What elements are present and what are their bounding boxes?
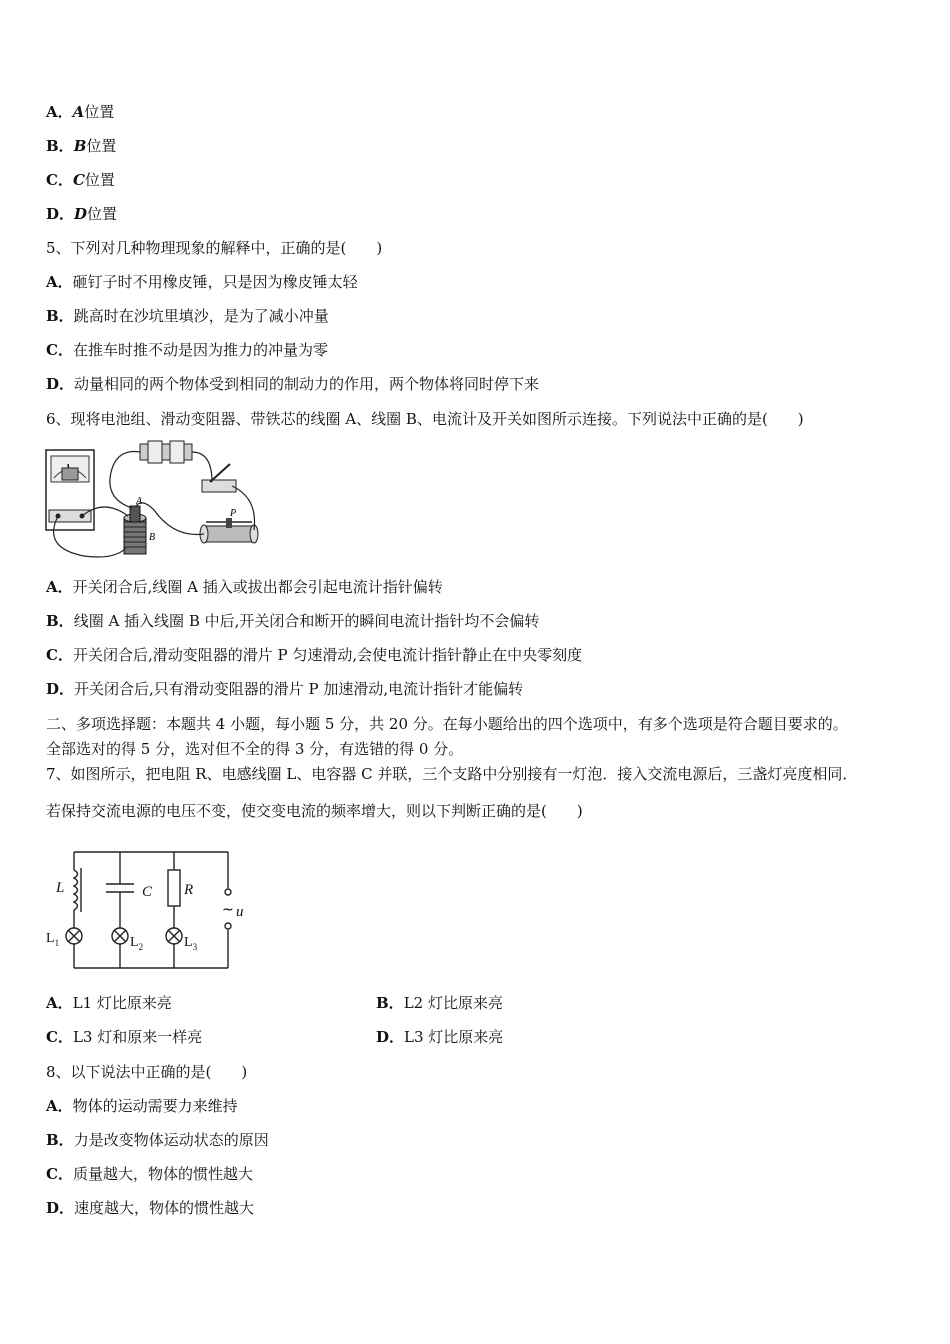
q4-option-b[interactable]: B．B位置 <box>46 137 117 155</box>
q7-option-b[interactable]: B．L2 灯比原来亮 <box>376 994 503 1012</box>
q7-label-l1-sub: 1 <box>54 938 60 948</box>
q5-option-b[interactable]: B．跳高时在沙坑里填沙，是为了减小冲量 <box>46 307 329 325</box>
q7-option-c[interactable]: C．L3 灯和原来一样亮 <box>46 1028 203 1046</box>
svg-text:L1 <box>46 931 59 948</box>
q7-label-l: L <box>56 880 65 896</box>
q6-label-b: B <box>149 532 156 543</box>
q7-stem-1: 7、如图所示，把电阻 R、电感线圈 L、电容器 C 并联，三个支路中分别接有一灯泡．接入交流电源后，三盏灯亮度相同． <box>46 765 858 783</box>
q4-option-c[interactable]: C．C位置 <box>46 171 115 189</box>
q6-label-a: A <box>136 496 143 507</box>
q7-label-l2: L <box>130 935 139 950</box>
svg-text:L3 <box>184 935 198 952</box>
q4-option-d[interactable]: D．D位置 <box>46 205 118 223</box>
q5-option-d[interactable]: D．动量相同的两个物体受到相同的制动力的作用，两个物体将同时停下来 <box>46 375 540 393</box>
q5-option-a[interactable]: A．砸钉子时不用橡皮锤，只是因为橡皮锤太轻 <box>46 273 358 291</box>
q5-option-c[interactable]: C．在推车时推不动是因为推力的冲量为零 <box>46 341 328 359</box>
q6-option-a[interactable]: A．开关闭合后,线圈 A 插入或拔出都会引起电流计指针偏转 <box>46 578 443 596</box>
q7-label-l2-sub: 2 <box>138 942 144 952</box>
q8-option-b[interactable]: B．力是改变物体运动状态的原因 <box>46 1131 269 1149</box>
q7-label-c: C <box>142 884 153 900</box>
q8-option-c[interactable]: C．质量越大，物体的惯性越大 <box>46 1165 253 1183</box>
q7-label-l3: L <box>184 935 193 950</box>
q6-option-b[interactable]: B．线圈 A 插入线圈 B 中后,开关闭合和断开的瞬间电流计指针均不会偏转 <box>46 612 540 630</box>
q5-stem: 5、下列对几种物理现象的解释中，正确的是( ) <box>46 239 383 257</box>
q7-option-a[interactable]: A．L1 灯比原来亮 <box>46 994 172 1012</box>
q8-stem: 8、以下说法中正确的是( ) <box>46 1063 248 1081</box>
q6-option-d[interactable]: D．开关闭合后,只有滑动变阻器的滑片 P 加速滑动,电流计指针才能偏转 <box>46 680 524 698</box>
q4-option-a[interactable]: A．A位置 <box>46 103 115 121</box>
svg-text:L2 <box>130 935 143 952</box>
q8-option-d[interactable]: D．速度越大，物体的惯性越大 <box>46 1199 255 1217</box>
section2-line2: 全部选对的得 5 分，选对但不全的得 3 分，有选错的得 0 分。 <box>46 740 464 758</box>
q7-label-u: u <box>236 904 244 920</box>
q6-stem: 6、现将电池组、滑动变阻器、带铁芯的线圈 A、线圈 B、电流计及开关如图所示连接。下列说法中正确的是( ) <box>46 410 804 428</box>
q7-stem-2: 若保持交流电源的电压不变，使交变电流的频率增大，则以下判断正确的是( ) <box>46 802 583 820</box>
q8-option-a[interactable]: A．物体的运动需要力来维持 <box>46 1097 238 1115</box>
q7-label-l3-sub: 3 <box>192 942 198 952</box>
q7-circuit-figure <box>44 846 254 976</box>
q7-option-d[interactable]: D．L3 灯比原来亮 <box>376 1028 504 1046</box>
q7-label-r: R <box>184 882 194 898</box>
section2-line1: 二、多项选择题：本题共 4 小题，每小题 5 分，共 20 分。在每小题给出的四个选项中，有多个选项是符合题目要求的。 <box>46 715 848 733</box>
q7-label-tilde: ~ <box>222 902 234 918</box>
q6-circuit-figure <box>44 438 264 566</box>
q6-option-c[interactable]: C．开关闭合后,滑动变阻器的滑片 P 匀速滑动,会使电流计指针静止在中央零刻度 <box>46 646 583 664</box>
q7-label-l1: L <box>46 931 55 946</box>
q6-label-p: P <box>230 508 237 519</box>
